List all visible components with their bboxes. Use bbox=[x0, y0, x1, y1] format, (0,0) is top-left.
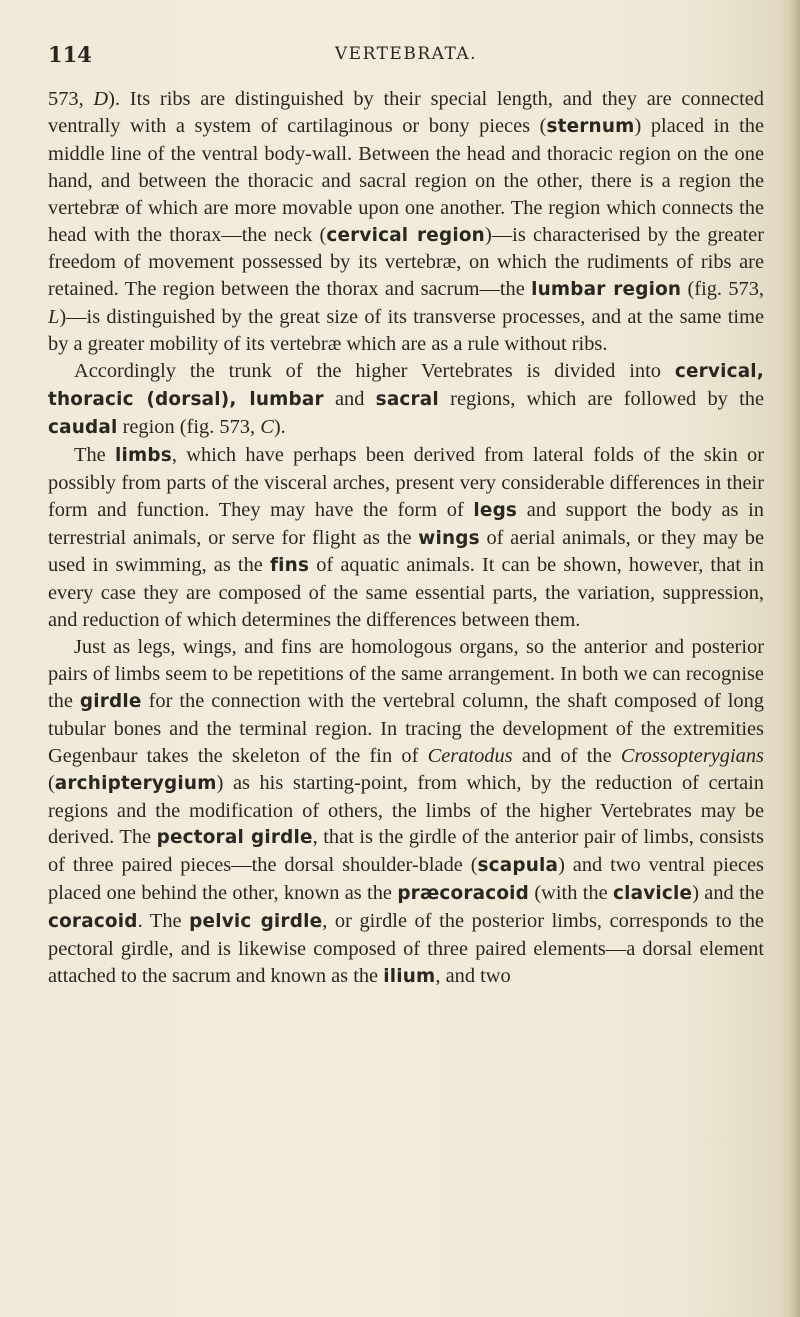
bold-term: sacral bbox=[375, 388, 439, 410]
text-run: and of the bbox=[512, 744, 621, 767]
text-run: 573, bbox=[48, 88, 94, 110]
bold-term: legs bbox=[473, 499, 518, 521]
bold-term: lumbar region bbox=[531, 279, 682, 301]
bold-term: fins bbox=[269, 555, 310, 577]
bold-term: scapula bbox=[477, 855, 559, 877]
paragraph bbox=[48, 86, 764, 358]
bold-term: archipterygium bbox=[54, 772, 217, 794]
bold-term: girdle bbox=[79, 690, 142, 712]
text-run: Accordingly the trunk of the higher Vertebrates is divided into bbox=[74, 360, 675, 383]
text-run: . The bbox=[137, 910, 190, 933]
text-run: , that is the girdle of the anterior pair of limbs, consists of three paired pieces—the dorsal shoulder-blade ( bbox=[48, 826, 764, 877]
bold-term: sternum bbox=[546, 115, 635, 137]
bold-term: præcoracoid bbox=[397, 883, 530, 905]
bold-term: cervical region bbox=[326, 224, 485, 246]
text-run: ) and two ventral pieces placed one behind the other, known as the bbox=[48, 854, 764, 905]
paragraph bbox=[48, 358, 764, 442]
body-text bbox=[48, 86, 764, 991]
text-run: ) and the bbox=[692, 882, 764, 905]
text-run: , or girdle of the posterior limbs, corresponds to the pectoral girdle, and is likewise composed of three paired elements—a dorsal element attached to the sacrum and known as the bbox=[48, 910, 764, 987]
bold-term: limbs bbox=[115, 444, 172, 466]
paragraph bbox=[48, 442, 764, 634]
text-run: Just as legs, wings, and fins are homologous organs, so the anterior and posterior pairs of limbs seem to be repetitions of the same arrangement. In both we can recognise the bbox=[48, 636, 764, 712]
text-run: The bbox=[74, 443, 115, 466]
text-run: ( bbox=[48, 771, 55, 794]
bold-term: wings bbox=[418, 527, 480, 549]
text-run: (with the bbox=[529, 882, 613, 905]
bold-term: clavicle bbox=[613, 883, 693, 905]
page-header bbox=[48, 42, 764, 72]
text-run: of aerial animals, or they may be used in swimming, as the bbox=[48, 526, 764, 577]
text-run: regions, which are followed by the bbox=[438, 387, 765, 410]
bold-term: pelvic girdle bbox=[189, 911, 323, 933]
bold-term: coracoid bbox=[48, 911, 138, 933]
bold-term: ilium bbox=[383, 966, 436, 987]
text-run: )—is characterised by the greater freedom of movement possessed by its vertebræ, on which the rudiments of ribs are retained. The region between the thorax and sacrum—the bbox=[48, 223, 764, 301]
italic-text: D bbox=[93, 88, 109, 110]
paragraph bbox=[48, 634, 764, 991]
text-run: (fig. 573, bbox=[681, 278, 765, 301]
text-run: ) placed in the middle line of the ventral body-wall. Between the head and thoracic region on the one hand, and between the thoracic and sacral region on the other, there is a region the vertebræ of which are more movable upon one another. The region which connects the head with the thorax—the neck ( bbox=[48, 114, 764, 246]
text-run: for the connection with the vertebral column, the shaft composed of long tubular bones and the terminal region. In tracing the development of the extremities Gegenbaur takes the skeleton of the fin of bbox=[48, 689, 764, 767]
text-run: , which have perhaps been derived from lateral folds of the skin or possibly from parts of the visceral arches, present very considerable differences in their form and function. They may have the form of bbox=[48, 443, 764, 521]
bold-term: cervical, thoracic (dorsal), lumbar bbox=[48, 361, 764, 410]
text-run: , and two bbox=[435, 965, 511, 987]
italic-text: L bbox=[48, 306, 60, 329]
text-run: of aquatic animals. It can be shown, however, that in every case they are composed of the same essential parts, the variation, suppression, and reduction of which determines the differences between them. bbox=[48, 554, 764, 632]
text-run: ). Its ribs are distinguished by their special length, and they are connected ventrally with a system of cartilaginous or bony pieces ( bbox=[48, 88, 764, 137]
running-title: VERTEBRATA. bbox=[334, 44, 478, 64]
page-edge-shadow bbox=[790, 0, 800, 1317]
text-run: and support the body as in terrestrial animals, or serve for flight as the bbox=[48, 498, 764, 549]
italic-text: C bbox=[260, 415, 274, 438]
text-run: and bbox=[323, 387, 376, 410]
italic-text: Ceratodus bbox=[427, 744, 513, 767]
bold-term: caudal bbox=[48, 416, 118, 438]
italic-text: Crossopterygians bbox=[620, 744, 764, 767]
bold-term: pectoral girdle bbox=[156, 827, 313, 849]
page-number: 114 bbox=[48, 42, 92, 67]
text-run: region (fig. 573, bbox=[117, 415, 261, 438]
text-run: ) as his starting-point, from which, by the reduction of certain regions and the modification of others, the limbs of the higher Vertebrates may be derived. The bbox=[48, 771, 764, 849]
text-run: )—is distinguished by the great size of its transverse processes, and at the same time by a greater mobility of its vertebræ which are as a rule without ribs. bbox=[48, 306, 764, 356]
text-run: ). bbox=[273, 415, 286, 438]
